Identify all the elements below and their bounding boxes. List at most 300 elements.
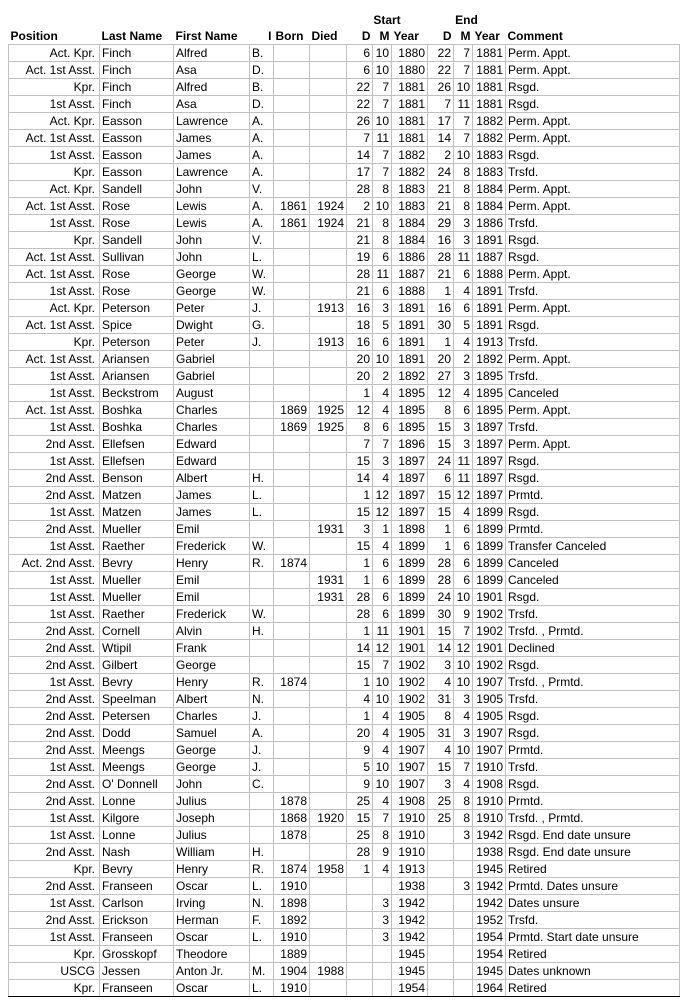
cell-born: 1861 [274,215,310,232]
cell-end-month: 4 [454,504,473,521]
cell-died: 1924 [310,198,347,215]
cell-last-name: Beckstrom [100,385,174,402]
cell-position: Act. 1st Asst. [9,351,100,368]
cell-end-year: 1907 [473,674,506,691]
cell-start-month: 10 [373,113,392,130]
cell-first-name: Alfred [174,45,250,62]
cell-initial: A. [250,147,274,164]
cell-start-year: 1902 [392,691,428,708]
cell-start-day: 1 [347,708,373,725]
cell-initial [250,793,274,810]
cell-initial: D. [250,62,274,79]
cell-end-year: 1881 [473,96,506,113]
cell-died: 1925 [310,402,347,419]
cell-first-name: Alvin [174,623,250,640]
cell-position: Kpr. [9,980,100,997]
cell-last-name: Raether [100,538,174,555]
cell-end-day [428,946,454,963]
cell-born [274,351,310,368]
cell-initial: J. [250,759,274,776]
cell-start-year: 1942 [392,929,428,946]
cell-initial [250,946,274,963]
cell-start-month: 8 [373,232,392,249]
cell-position: Kpr. [9,232,100,249]
cell-start-month: 11 [373,623,392,640]
cell-end-day: 15 [428,623,454,640]
cell-end-year: 1882 [473,113,506,130]
cell-first-name: Samuel [174,725,250,742]
cell-start-year: 1891 [392,300,428,317]
cell-end-day: 30 [428,317,454,334]
cell-initial: H. [250,623,274,640]
cell-start-month: 7 [373,657,392,674]
cell-last-name: Rose [100,215,174,232]
cell-born [274,164,310,181]
cell-end-day: 3 [428,776,454,793]
cell-start-day: 20 [347,351,373,368]
cell-born [274,266,310,283]
cell-comment: Trsfd. [506,759,680,776]
cell-end-month: 6 [454,572,473,589]
cell-initial: W. [250,266,274,283]
table-row [9,62,680,79]
cell-comment: Rsgd. [506,453,680,470]
cell-last-name: Easson [100,164,174,181]
cell-last-name: Wtipil [100,640,174,657]
table-row [9,912,680,929]
cell-start-year: 1907 [392,759,428,776]
cell-start-day: 9 [347,776,373,793]
cell-start-day: 6 [347,45,373,62]
cell-died [310,776,347,793]
cell-start-year: 1895 [392,419,428,436]
cell-last-name: Franseen [100,929,174,946]
cell-end-day: 20 [428,351,454,368]
cell-initial [250,385,274,402]
cell-first-name: Henry [174,674,250,691]
cell-start-year: 1910 [392,810,428,827]
cell-died [310,708,347,725]
cell-died: 1913 [310,300,347,317]
cell-start-month: 3 [373,912,392,929]
cell-last-name: Boshka [100,402,174,419]
cell-end-year: 1884 [473,181,506,198]
cell-end-year: 1892 [473,351,506,368]
cell-last-name: Grosskopf [100,946,174,963]
cell-comment: Trsfd. [506,912,680,929]
cell-end-month: 6 [454,300,473,317]
cell-first-name: Emil [174,521,250,538]
cell-end-month: 3 [454,827,473,844]
cell-last-name: Rose [100,266,174,283]
cell-born [274,436,310,453]
cell-position: Kpr. [9,164,100,181]
cell-last-name: Erickson [100,912,174,929]
cell-born: 1869 [274,402,310,419]
cell-first-name: Frank [174,640,250,657]
table-row [9,266,680,283]
cell-start-day: 15 [347,538,373,555]
cell-start-month: 10 [373,759,392,776]
cell-end-month: 7 [454,62,473,79]
cell-start-day: 21 [347,283,373,300]
cell-start-day: 16 [347,300,373,317]
cell-comment: Rsgd. [506,147,680,164]
cell-start-day: 28 [347,844,373,861]
cell-position: 2nd Asst. [9,521,100,538]
cell-end-year: 1895 [473,368,506,385]
cell-position: 2nd Asst. [9,708,100,725]
cell-first-name: Alfred [174,79,250,96]
cell-first-name: Oscar [174,929,250,946]
cell-position: 2nd Asst. [9,487,100,504]
cell-start-year: 1899 [392,606,428,623]
cell-comment: Perm. Appt. [506,351,680,368]
cell-end-year: 1902 [473,623,506,640]
cell-initial: H. [250,844,274,861]
cell-born [274,300,310,317]
cell-first-name: Joseph [174,810,250,827]
cell-start-month: 11 [373,266,392,283]
cell-start-month: 4 [373,793,392,810]
cell-initial: A. [250,725,274,742]
cell-start-month: 3 [373,895,392,912]
cell-position: Act. Kpr. [9,113,100,130]
cell-start-day [347,912,373,929]
table-row [9,45,680,62]
cell-first-name: Gabriel [174,351,250,368]
cell-end-month: 6 [454,402,473,419]
cell-died [310,793,347,810]
col-header-end-day: D [442,29,452,43]
cell-end-month: 7 [454,45,473,62]
cell-position: 1st Asst. [9,453,100,470]
cell-born: 1910 [274,929,310,946]
cell-last-name: Petersen [100,708,174,725]
cell-comment: Canceled [506,572,680,589]
table-row [9,810,680,827]
table-row [9,793,680,810]
keeper-roster-table [8,12,680,997]
cell-start-month: 4 [373,708,392,725]
cell-start-year: 1883 [392,198,428,215]
cell-died [310,759,347,776]
cell-born [274,334,310,351]
cell-born [274,147,310,164]
cell-comment: Rsgd. [506,317,680,334]
cell-died [310,640,347,657]
cell-first-name: Edward [174,453,250,470]
col-header-start-day: D [361,29,371,43]
cell-comment: Trsfd. [506,215,680,232]
cell-start-month: 4 [373,742,392,759]
cell-start-month: 8 [373,827,392,844]
cell-died [310,130,347,147]
cell-last-name: Bevry [100,674,174,691]
cell-start-day: 16 [347,334,373,351]
cell-died [310,912,347,929]
cell-start-year: 1880 [392,62,428,79]
table-row [9,674,680,691]
cell-born: 1869 [274,419,310,436]
cell-end-month [454,912,473,929]
cell-last-name: Finch [100,96,174,113]
cell-end-day: 7 [428,96,454,113]
cell-start-day: 28 [347,589,373,606]
cell-comment: Rsgd. End date unsure [506,844,680,861]
cell-end-month: 10 [454,742,473,759]
cell-last-name: Rose [100,283,174,300]
cell-end-year: 1899 [473,555,506,572]
cell-end-year: 1952 [473,912,506,929]
cell-end-day [428,878,454,895]
cell-initial: N. [250,895,274,912]
cell-start-year: 1897 [392,470,428,487]
cell-died: 1988 [310,963,347,980]
cell-end-day: 25 [428,793,454,810]
cell-born [274,589,310,606]
cell-initial: V. [250,181,274,198]
cell-initial: L. [250,487,274,504]
cell-position: 1st Asst. [9,895,100,912]
cell-start-month [373,946,392,963]
cell-end-month: 3 [454,368,473,385]
cell-position: Kpr. [9,946,100,963]
cell-end-day: 21 [428,266,454,283]
cell-initial: R. [250,861,274,878]
cell-start-year: 1892 [392,368,428,385]
cell-start-year: 1899 [392,572,428,589]
cell-end-month: 4 [454,708,473,725]
cell-start-day: 12 [347,402,373,419]
cell-last-name: Kilgore [100,810,174,827]
cell-start-year: 1901 [392,640,428,657]
cell-start-year: 1898 [392,521,428,538]
table-row [9,215,680,232]
cell-died [310,929,347,946]
cell-comment: Trsfd. [506,368,680,385]
cell-last-name: Bevry [100,555,174,572]
cell-first-name: Anton Jr. [174,963,250,980]
cell-position: 2nd Asst. [9,912,100,929]
cell-start-day: 8 [347,419,373,436]
cell-comment: Prmtd. [506,742,680,759]
cell-comment: Perm. Appt. [506,198,680,215]
cell-end-month: 2 [454,351,473,368]
cell-died [310,96,347,113]
cell-comment: Trsfd. [506,334,680,351]
cell-initial: D. [250,96,274,113]
cell-died [310,453,347,470]
cell-born [274,62,310,79]
cell-end-day: 8 [428,402,454,419]
cell-died [310,623,347,640]
cell-died: 1913 [310,334,347,351]
cell-start-month: 6 [373,249,392,266]
cell-first-name: John [174,181,250,198]
cell-comment: Trsfd. [506,691,680,708]
cell-comment: Perm. Appt. [506,266,680,283]
table-row [9,487,680,504]
cell-start-month: 10 [373,45,392,62]
cell-first-name: George [174,742,250,759]
cell-end-year: 1910 [473,793,506,810]
cell-last-name: Jessen [100,963,174,980]
table-row [9,113,680,130]
cell-end-month: 8 [454,810,473,827]
cell-start-month [373,878,392,895]
cell-start-year: 1891 [392,334,428,351]
cell-end-month: 4 [454,283,473,300]
col-header-first-name: First Name [175,29,238,43]
cell-end-month: 7 [454,759,473,776]
cell-end-day: 3 [428,657,454,674]
cell-start-year: 1884 [392,232,428,249]
cell-end-day [428,844,454,861]
cell-born: 1861 [274,198,310,215]
col-header-position: Position [10,29,58,43]
cell-start-day: 1 [347,385,373,402]
table-row [9,164,680,181]
cell-start-month: 10 [373,62,392,79]
cell-end-month [454,946,473,963]
cell-start-month: 6 [373,283,392,300]
cell-first-name: Henry [174,861,250,878]
table-row [9,606,680,623]
cell-died [310,351,347,368]
cell-position: 1st Asst. [9,215,100,232]
cell-start-day: 15 [347,504,373,521]
cell-start-day: 9 [347,742,373,759]
cell-end-day: 1 [428,283,454,300]
cell-born [274,96,310,113]
cell-start-month: 4 [373,861,392,878]
cell-last-name: Easson [100,113,174,130]
cell-start-month: 12 [373,640,392,657]
cell-start-year: 1910 [392,844,428,861]
table-row [9,980,680,997]
cell-start-day [347,980,373,997]
cell-comment: Rsgd. [506,589,680,606]
cell-start-day: 2 [347,198,373,215]
cell-position: 1st Asst. [9,147,100,164]
cell-born [274,249,310,266]
cell-died [310,487,347,504]
cell-died [310,164,347,181]
cell-comment: Rsgd. [506,249,680,266]
cell-initial: J. [250,742,274,759]
cell-start-month: 12 [373,504,392,521]
cell-comment: Canceled [506,555,680,572]
cell-last-name: Peterson [100,334,174,351]
cell-died [310,555,347,572]
cell-end-year: 1902 [473,657,506,674]
table-row [9,351,680,368]
cell-end-month: 3 [454,691,473,708]
cell-last-name: Franseen [100,980,174,997]
cell-position: 2nd Asst. [9,470,100,487]
cell-comment: Trsfd. [506,283,680,300]
cell-end-day: 15 [428,436,454,453]
cell-born [274,538,310,555]
cell-end-year: 1886 [473,215,506,232]
table-row [9,147,680,164]
cell-end-month [454,963,473,980]
cell-last-name: Carlson [100,895,174,912]
cell-start-day: 22 [347,79,373,96]
cell-end-month [454,980,473,997]
cell-end-year: 1913 [473,334,506,351]
cell-end-day: 28 [428,249,454,266]
cell-died: 1925 [310,419,347,436]
table-row [9,623,680,640]
cell-initial [250,521,274,538]
cell-comment: Prmtd. Start date unsure [506,929,680,946]
cell-died [310,742,347,759]
cell-end-year: 1897 [473,470,506,487]
cell-born: 1868 [274,810,310,827]
cell-start-year: 1897 [392,453,428,470]
cell-start-month: 7 [373,436,392,453]
cell-end-day [428,827,454,844]
cell-end-month: 11 [454,96,473,113]
cell-end-year: 1938 [473,844,506,861]
cell-initial: W. [250,283,274,300]
cell-end-day: 31 [428,725,454,742]
cell-initial [250,453,274,470]
cell-start-year: 1910 [392,827,428,844]
cell-comment: Trsfd. [506,164,680,181]
cell-end-month: 3 [454,436,473,453]
cell-start-year: 1902 [392,657,428,674]
cell-start-year: 1897 [392,504,428,521]
cell-position: Act. 1st Asst. [9,317,100,334]
cell-last-name: Easson [100,130,174,147]
cell-born [274,657,310,674]
cell-position: Act. Kpr. [9,300,100,317]
cell-position: 1st Asst. [9,385,100,402]
cell-end-year: 1899 [473,521,506,538]
cell-start-year: 1954 [392,980,428,997]
cell-born [274,742,310,759]
cell-born: 1874 [274,555,310,572]
cell-died [310,147,347,164]
cell-first-name: Lawrence [174,164,250,181]
cell-end-day: 1 [428,334,454,351]
cell-comment: Perm. Appt. [506,45,680,62]
cell-start-year: 1896 [392,436,428,453]
cell-initial [250,419,274,436]
cell-start-month: 3 [373,300,392,317]
cell-comment: Prmtd. [506,793,680,810]
cell-start-year: 1883 [392,181,428,198]
cell-first-name: James [174,130,250,147]
cell-last-name: Mueller [100,572,174,589]
cell-born: 1910 [274,878,310,895]
cell-born [274,79,310,96]
cell-initial: B. [250,45,274,62]
cell-died [310,470,347,487]
cell-end-month: 10 [454,79,473,96]
cell-born: 1874 [274,861,310,878]
cell-first-name: George [174,283,250,300]
cell-comment: Rsgd. [506,232,680,249]
cell-end-month: 11 [454,453,473,470]
cell-initial [250,351,274,368]
cell-end-year: 1942 [473,878,506,895]
cell-last-name: Mueller [100,521,174,538]
cell-end-year: 1899 [473,572,506,589]
